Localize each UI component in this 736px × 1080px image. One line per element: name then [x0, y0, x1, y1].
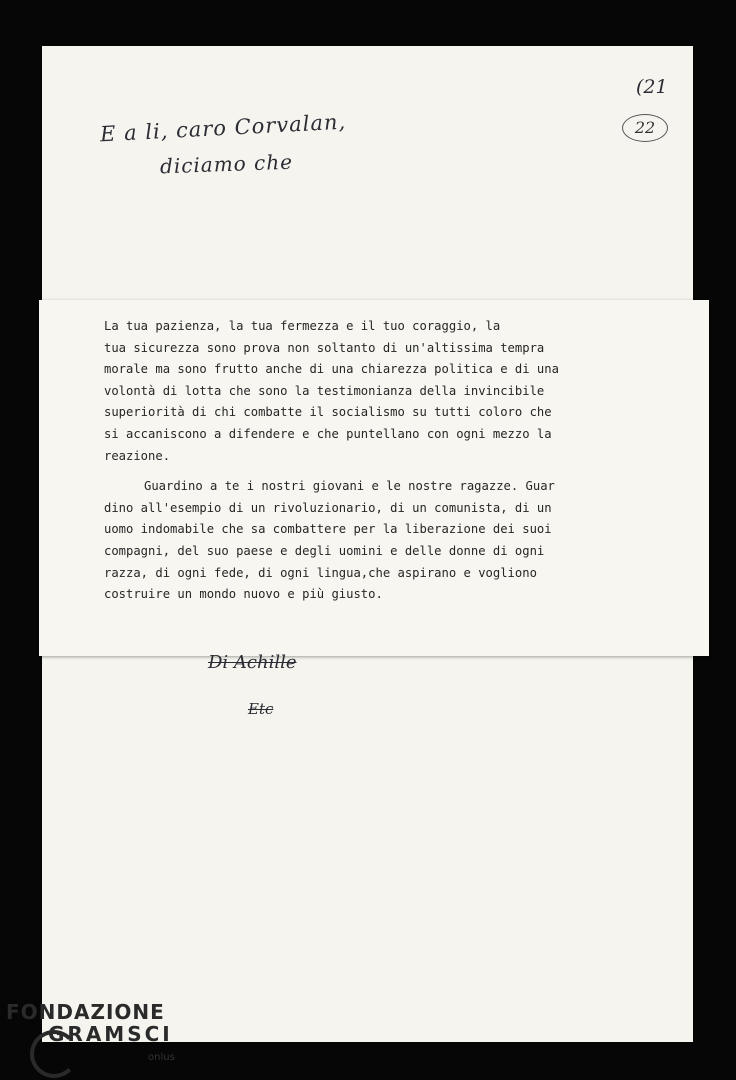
text-line: volontà di lotta che sono la testimonianza della invincibile: [104, 383, 545, 398]
text-line: superiorità di chi combatte il socialismo su tutti coloro che: [104, 405, 552, 420]
circled-page-number: 22: [622, 114, 668, 142]
text-line: La tua pazienza, la tua fermezza e il tuo coraggio, la: [104, 319, 501, 333]
handwritten-continuation: diciamo che: [159, 149, 294, 179]
watermark-line2: GRAMSCI: [48, 1022, 173, 1046]
text-line: dino all'esempio di un rivoluzionario, di un comunista, di un: [104, 500, 552, 515]
text-line: costruire un mondo nuovo e più giusto.: [104, 587, 383, 602]
text-line: compagni, del suo paese e degli uomini e delle donne di ogni: [104, 543, 545, 558]
handwritten-page-number: (21: [636, 76, 668, 98]
watermark-onlus: onlus: [148, 1052, 175, 1063]
watermark-line1: FONDAZIONE: [6, 1000, 165, 1024]
struck-abbreviation: Etc: [248, 700, 274, 718]
text-line: tua sicurezza sono prova non soltanto di un'altissima tempra: [104, 340, 545, 355]
text-line: si accaniscono a difendere e che puntellano con ogni mezzo la: [104, 426, 552, 441]
text-line: morale ma sono frutto anche di una chiarezza politica e di una: [104, 362, 559, 377]
text-line: uomo indomabile che sa combattere per la liberazione dei suoi: [104, 522, 552, 537]
typed-text-block: [104, 316, 644, 606]
watermark-logo: [6, 1000, 173, 1046]
text-line: reazione.: [104, 448, 171, 463]
handwritten-salutation: E a li, caro Corvalan,: [99, 109, 347, 147]
struck-signature: Di Achille: [208, 652, 297, 673]
text-line: Guardino a te i nostri giovani e le nostre ragazze. Guar: [144, 479, 555, 494]
text-line: razza, di ogni fede, di ogni lingua,che aspirano e vogliono: [104, 565, 537, 580]
